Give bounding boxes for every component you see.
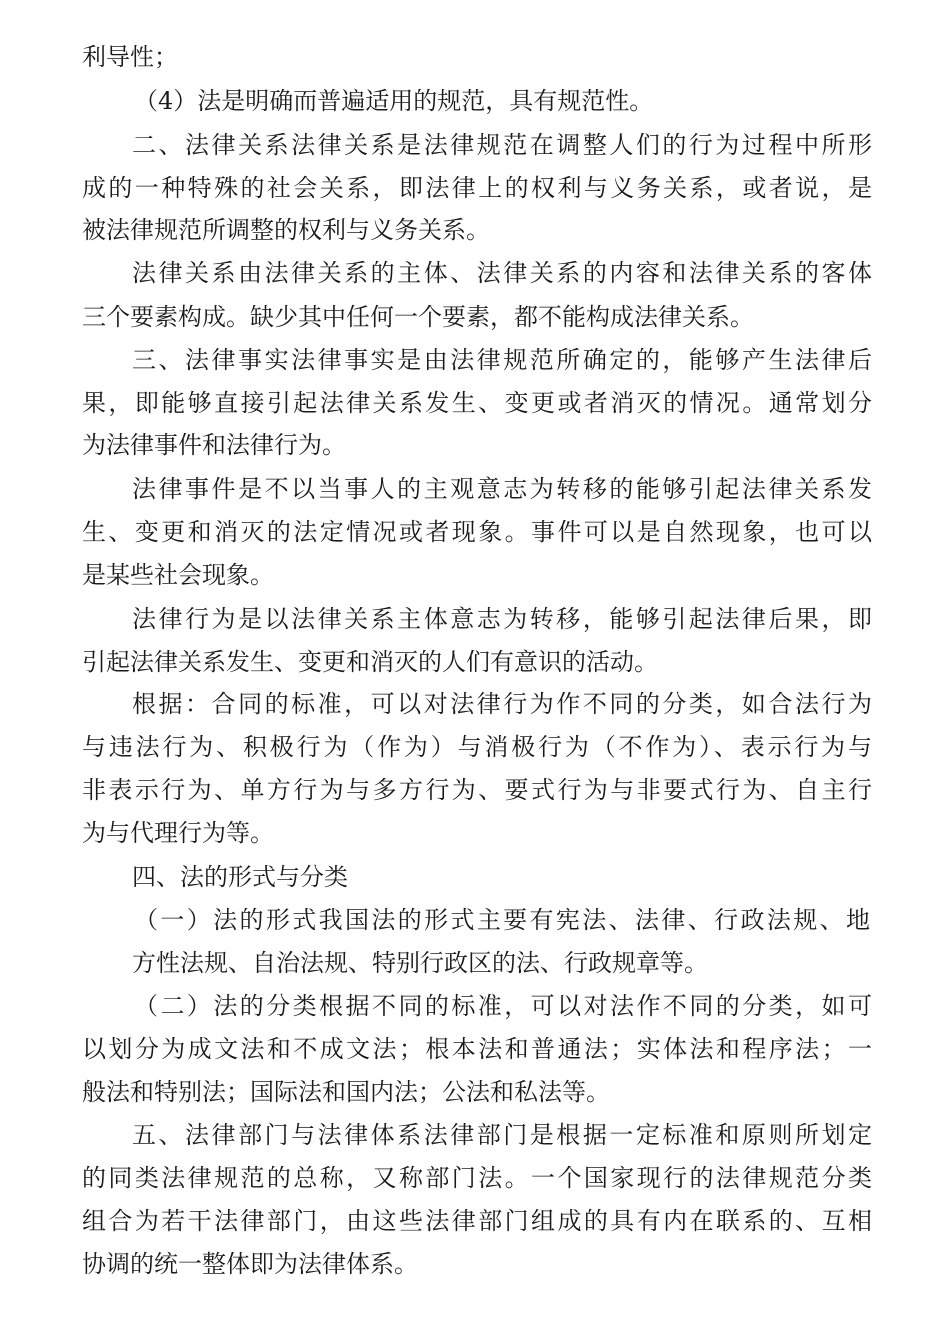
text-line: 三、法律事实法律事实是由法律规范所确定的，能够产生法律后 [132, 346, 872, 374]
text-line: 非表示行为、单方行为与多方行为、要式行为与非要式行为、自主行 [82, 776, 872, 804]
text-line: 方性法规、自治法规、特别行政区的法、行政规章等。 [132, 949, 708, 977]
text-line: 组合为若干法律部门，由这些法律部门组成的具有内在联系的、互相 [82, 1207, 872, 1235]
text-line: 为与代理行为等。 [82, 819, 274, 847]
text-line: 三个要素构成。缺少其中任何一个要素，都不能构成法律关系。 [82, 303, 754, 331]
text-line: 是某些社会现象。 [82, 561, 274, 589]
text-line: （4）法是明确而普遍适用的规范，具有规范性。 [134, 87, 654, 115]
text-line: 般法和特别法；国际法和国内法；公法和私法等。 [82, 1078, 610, 1106]
text-line: 引起法律关系发生、变更和消灭的人们有意识的活动。 [82, 648, 658, 676]
section-heading: 四、法的形式与分类 [132, 863, 348, 891]
text-line: 法律行为是以法律关系主体意志为转移，能够引起法律后果，即 [132, 605, 872, 633]
text-line: 根据：合同的标准，可以对法律行为作不同的分类，如合法行为 [132, 690, 872, 718]
text-line: 法律事件是不以当事人的主观意志为转移的能够引起法律关系发 [132, 475, 872, 503]
text-line: 以划分为成文法和不成文法；根本法和普通法；实体法和程序法；一 [82, 1035, 872, 1063]
text-line: 为法律事件和法律行为。 [82, 431, 346, 459]
text-line: 法律关系由法律关系的主体、法律关系的内容和法律关系的客体 [132, 259, 872, 287]
text-line: 生、变更和消灭的法定情况或者现象。事件可以是自然现象，也可以 [82, 518, 872, 546]
text-line: 与违法行为、积极行为（作为）与消极行为（不作为）、表示行为与 [82, 733, 872, 761]
text-line: （二）法的分类根据不同的标准，可以对法作不同的分类，如可 [134, 992, 872, 1020]
text-line: 协调的统一整体即为法律体系。 [82, 1250, 418, 1278]
text-line: （一）法的形式我国法的形式主要有宪法、法律、行政法规、地 [134, 906, 870, 934]
text-line: 利导性； [82, 43, 178, 71]
text-line: 被法律规范所调整的权利与义务关系。 [82, 216, 490, 244]
text-line: 的同类法律规范的总称，又称部门法。一个国家现行的法律规范分类 [82, 1164, 872, 1192]
text-line: 成的一种特殊的社会关系，即法律上的权利与义务关系，或者说，是 [82, 174, 872, 202]
text-line: 二、法律关系法律关系是法律规范在调整人们的行为过程中所形 [132, 131, 872, 159]
text-line: 五、法律部门与法律体系法律部门是根据一定标准和原则所划定 [132, 1121, 872, 1149]
text-line: 果，即能够直接引起法律关系发生、变更或者消灭的情况。通常划分 [82, 389, 872, 417]
